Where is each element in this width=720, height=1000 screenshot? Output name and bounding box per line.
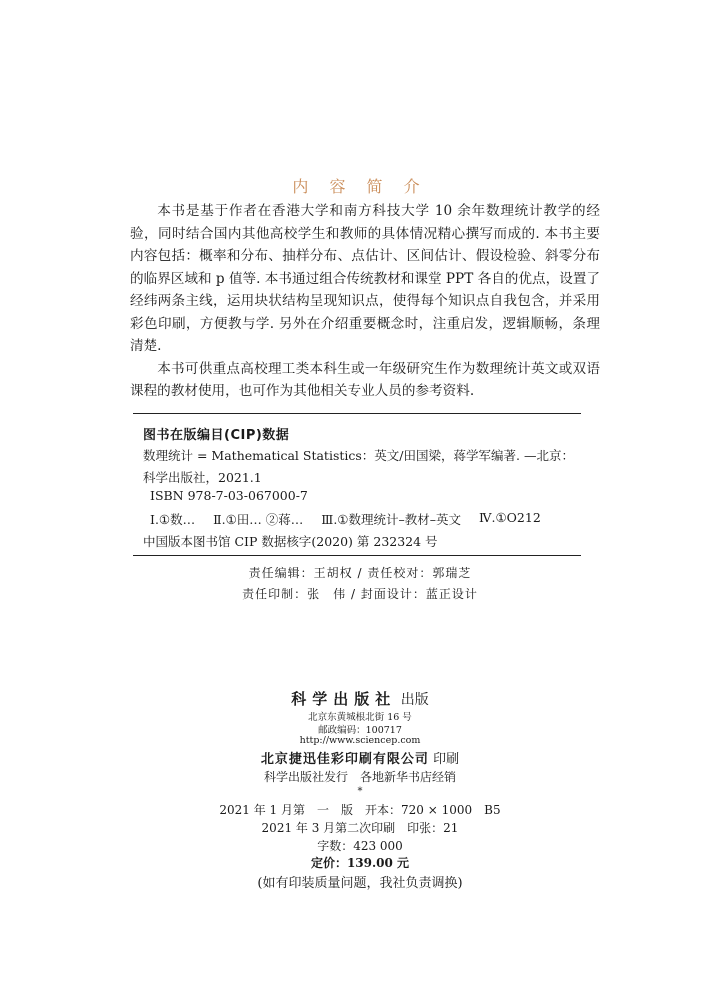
cip-class-item: Ⅳ.①O212 <box>479 510 541 525</box>
cip-class-item: Ⅲ.①数理统计–教材–英文 <box>321 512 462 527</box>
publisher-suffix: 出版 <box>400 692 429 708</box>
price: 定价：139.00 元 <box>310 856 410 870</box>
printer-suffix: 印刷 <box>433 752 460 767</box>
separator-star: * <box>357 786 363 797</box>
cip-class-item: Ⅰ.①数… <box>150 512 196 527</box>
publisher-line <box>0 688 720 709</box>
cip-bottom-rule <box>133 555 581 556</box>
cip-classification <box>150 510 580 528</box>
publisher-address: 北京东黄城根北街 16 号 <box>308 712 412 723</box>
publisher-postcode: 邮政编码：100717 <box>318 725 402 736</box>
word-count: 字数：423 000 <box>317 839 403 853</box>
printer-line <box>0 748 720 767</box>
cip-class-item: Ⅱ.①田… ②蒋… <box>213 512 304 527</box>
cip-description: 数理统计 = Mathematical Statistics：英文/田国梁，蒋学军编著. —北京：科学出版社，2021.1 <box>143 448 574 485</box>
summary-paragraph-2: 本书可供重点高校理工类本科生或一年级研究生作为数理统计英文或双语课程的教材使用，也可作为其他相关专业人员的参考资料. <box>130 360 600 399</box>
distribution: 科学出版社发行 各地新华书店经销 <box>263 770 456 784</box>
summary-paragraph-1: 本书是基于作者在香港大学和南方科技大学 10 余年数理统计教学的经验，同时结合国内其他高校学生和教师的具体情况精心撰写而成的. 本书主要内容包括：概率和分布、抽样分布、点估计、区间估计、假设检验、斜零分布的临界区域和 p 值等. 本书通过组合传统教材和课堂 PPT 各自的优点，设置了经纬两条主线，运用块状结构呈现知识点，使得每个知识点自我包含，并采用彩色印刷，方便教与学. 另外在介绍重要概念时，注重启发，逻辑顺畅，条理清楚. <box>130 203 600 354</box>
credits-line-2: 责任印制：张 伟 / 封面设计：蓝正设计 <box>242 587 478 601</box>
cip-check-number: 中国版本图书馆 CIP 数据核字(2020) 第 232324 号 <box>143 534 438 549</box>
edition-info: 2021 年 1 月第 一 版 开本：720 × 1000 B5 <box>219 803 501 817</box>
publisher-name: 科学出版社 <box>291 690 397 708</box>
cip-title: 图书在版编目(CIP)数据 <box>143 428 290 443</box>
quality-notice: (如有印装质量问题，我社负责调换) <box>257 876 463 891</box>
credits-line-1: 责任编辑：王胡权 / 责任校对：郭瑞芝 <box>248 566 472 580</box>
publisher-url: http://www.sciencep.com <box>299 735 421 746</box>
summary-body <box>130 200 600 403</box>
printer-name: 北京捷迅佳彩印刷有限公司 <box>260 752 429 767</box>
cip-isbn: ISBN 978-7-03-067000-7 <box>150 488 308 503</box>
impression-info: 2021 年 3 月第二次印刷 印张：21 <box>261 821 459 835</box>
cip-top-rule <box>133 413 581 414</box>
summary-heading: 内 容 简 介 <box>292 177 428 196</box>
